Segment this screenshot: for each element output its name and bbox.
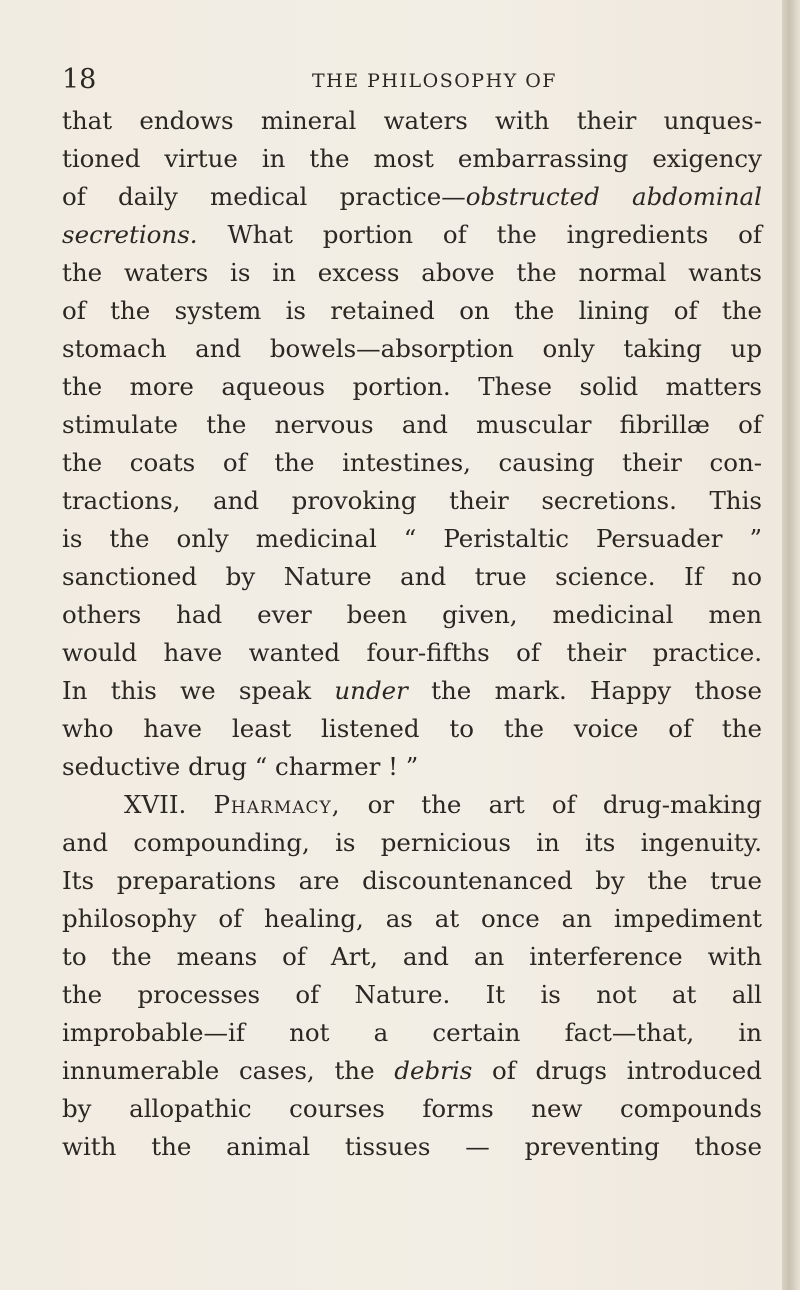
text-line: In this we speak under the mark. Happy those — [62, 676, 762, 705]
text-line: others had ever been given, medicinal men — [62, 600, 762, 629]
text-line: Its preparations are discountenanced by the true — [62, 866, 762, 895]
body-text — [62, 102, 762, 1166]
text-line: the processes of Nature. It is not at all — [62, 980, 762, 1009]
text-line: stomach and bowels—absorption only taking up — [62, 334, 762, 363]
text-line: who have least listened to the voice of the — [62, 714, 762, 743]
text-line: innumerable cases, the debris of drugs introduced — [62, 1056, 762, 1085]
text-line: stimulate the nervous and muscular fibrillæ of — [62, 410, 762, 439]
text-line: tractions, and provoking their secretions. This — [62, 486, 762, 515]
text-line: sanctioned by Nature and true science. If no — [62, 562, 762, 591]
section-keyword: Pharmacy, — [213, 790, 341, 819]
text-line: tioned virtue in the most embarrassing exigency — [62, 144, 762, 173]
running-head: THE PHILOSOPHY OF — [312, 70, 557, 92]
text-line: the more aqueous portion. These solid matters — [62, 372, 762, 401]
text-line: secretions. What portion of the ingredients of — [62, 220, 762, 249]
text-line: improbable—if not a certain fact—that, in — [62, 1018, 762, 1047]
italic-phrase: secretions. — [62, 220, 198, 249]
text-line: the waters is in excess above the normal wants — [62, 258, 762, 287]
text-line: by allopathic courses forms new compounds — [62, 1094, 762, 1123]
text-line: and compounding, is pernicious in its ingenuity. — [62, 828, 762, 857]
section-start-line: XVII. Pharmacy, or the art of drug-making — [124, 790, 762, 819]
text-line: the coats of the intestines, causing their con- — [62, 448, 762, 477]
page-number: 18 — [62, 64, 97, 95]
text-line: of daily medical practice—obstructed abdominal — [62, 182, 762, 211]
text-line: that endows mineral waters with their unques- — [62, 106, 762, 135]
text-line: of the system is retained on the lining of the — [62, 296, 762, 325]
italic-phrase: under — [334, 676, 408, 705]
text-line: philosophy of healing, as at once an impediment — [62, 904, 762, 933]
page-edge-shadow — [782, 0, 800, 1290]
italic-phrase: debris — [394, 1056, 473, 1085]
text-line: with the animal tissues — preventing those — [62, 1132, 762, 1161]
text-line: seductive drug “ charmer ! ” — [62, 752, 419, 781]
italic-phrase: obstructed abdominal — [465, 182, 762, 211]
text-line: would have wanted four-fifths of their practice. — [62, 638, 762, 667]
text-line: to the means of Art, and an interference with — [62, 942, 762, 971]
text-line: is the only medicinal “ Peristaltic Persuader ” — [62, 524, 762, 553]
section-numeral: XVII. — [124, 790, 187, 819]
